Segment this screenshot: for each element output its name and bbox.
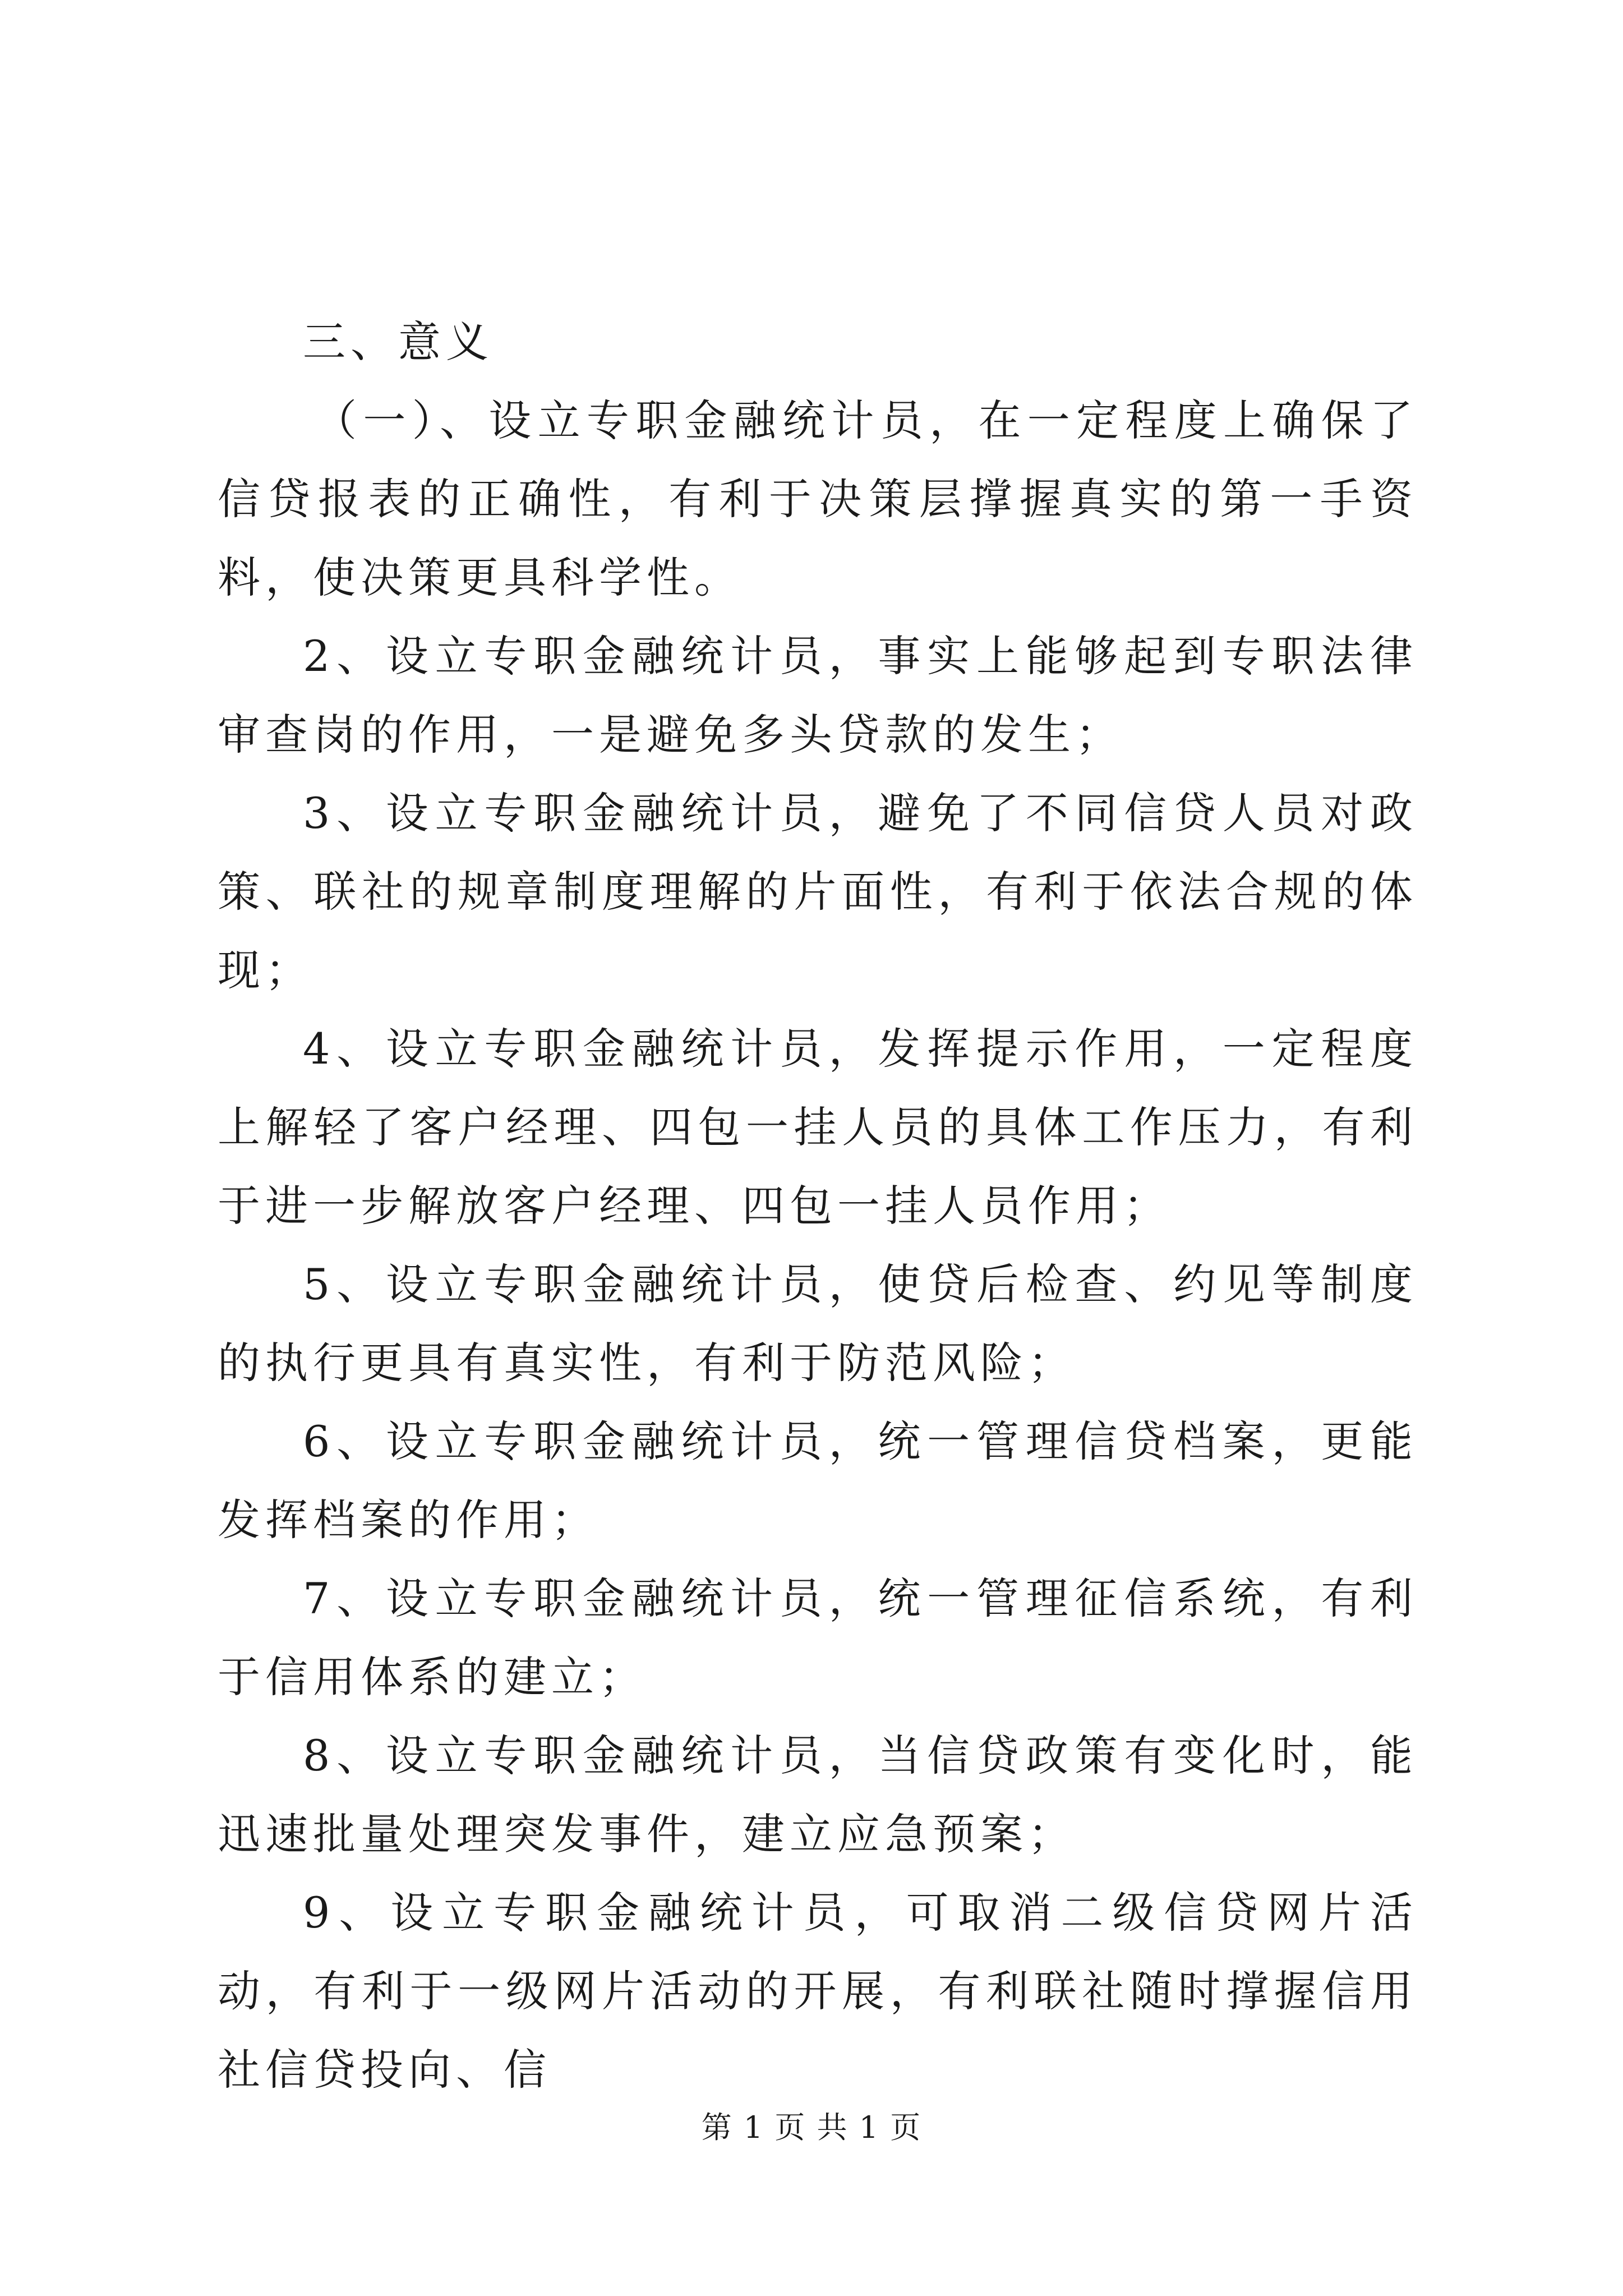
paragraph-1: （一）、设立专职金融统计员，在一定程度上确保了信贷报表的正确性，有利于决策层撑握真实的第一手资料，使决策更具科学性。 — [218, 395, 1418, 602]
paragraph-9: 9、设立专职金融统计员，可取消二级信贷网片活动，有利于一级网片活动的开展，有利联社随时撑握信用社信贷投向、信 — [218, 1888, 1418, 2095]
paragraph-8: 8、设立专职金融统计员，当信贷政策有变化时，能迅速批量处理突发事件，建立应急预案； — [218, 1731, 1418, 1859]
paragraph-6: 6、设立专职金融统计员，统一管理信贷档案，更能发挥档案的作用； — [218, 1416, 1418, 1545]
page-footer: 第 1 页 共 1 页 — [701, 2110, 922, 2145]
paragraph-5: 5、设立专职金融统计员，使贷后检查、约见等制度的执行更具有真实性，有利于防范风险； — [218, 1259, 1418, 1388]
document-body — [218, 303, 1418, 2109]
paragraph-3: 3、设立专职金融统计员，避免了不同信贷人员对政策、联社的规章制度理解的片面性，有利于依法合规的体现； — [218, 788, 1418, 995]
paragraph-7: 7、设立专职金融统计员，统一管理征信系统，有利于信用体系的建立； — [218, 1573, 1418, 1702]
section-heading: 三、意义 — [303, 317, 494, 367]
paragraph-4: 4、设立专职金融统计员，发挥提示作用，一定程度上解轻了客户经理、四包一挂人员的具体工作压力，有利于进一步解放客户经理、四包一挂人员作用； — [218, 1024, 1418, 1231]
paragraph-2: 2、设立专职金融统计员，事实上能够起到专职法律审查岗的作用，一是避免多头贷款的发生； — [218, 631, 1418, 760]
